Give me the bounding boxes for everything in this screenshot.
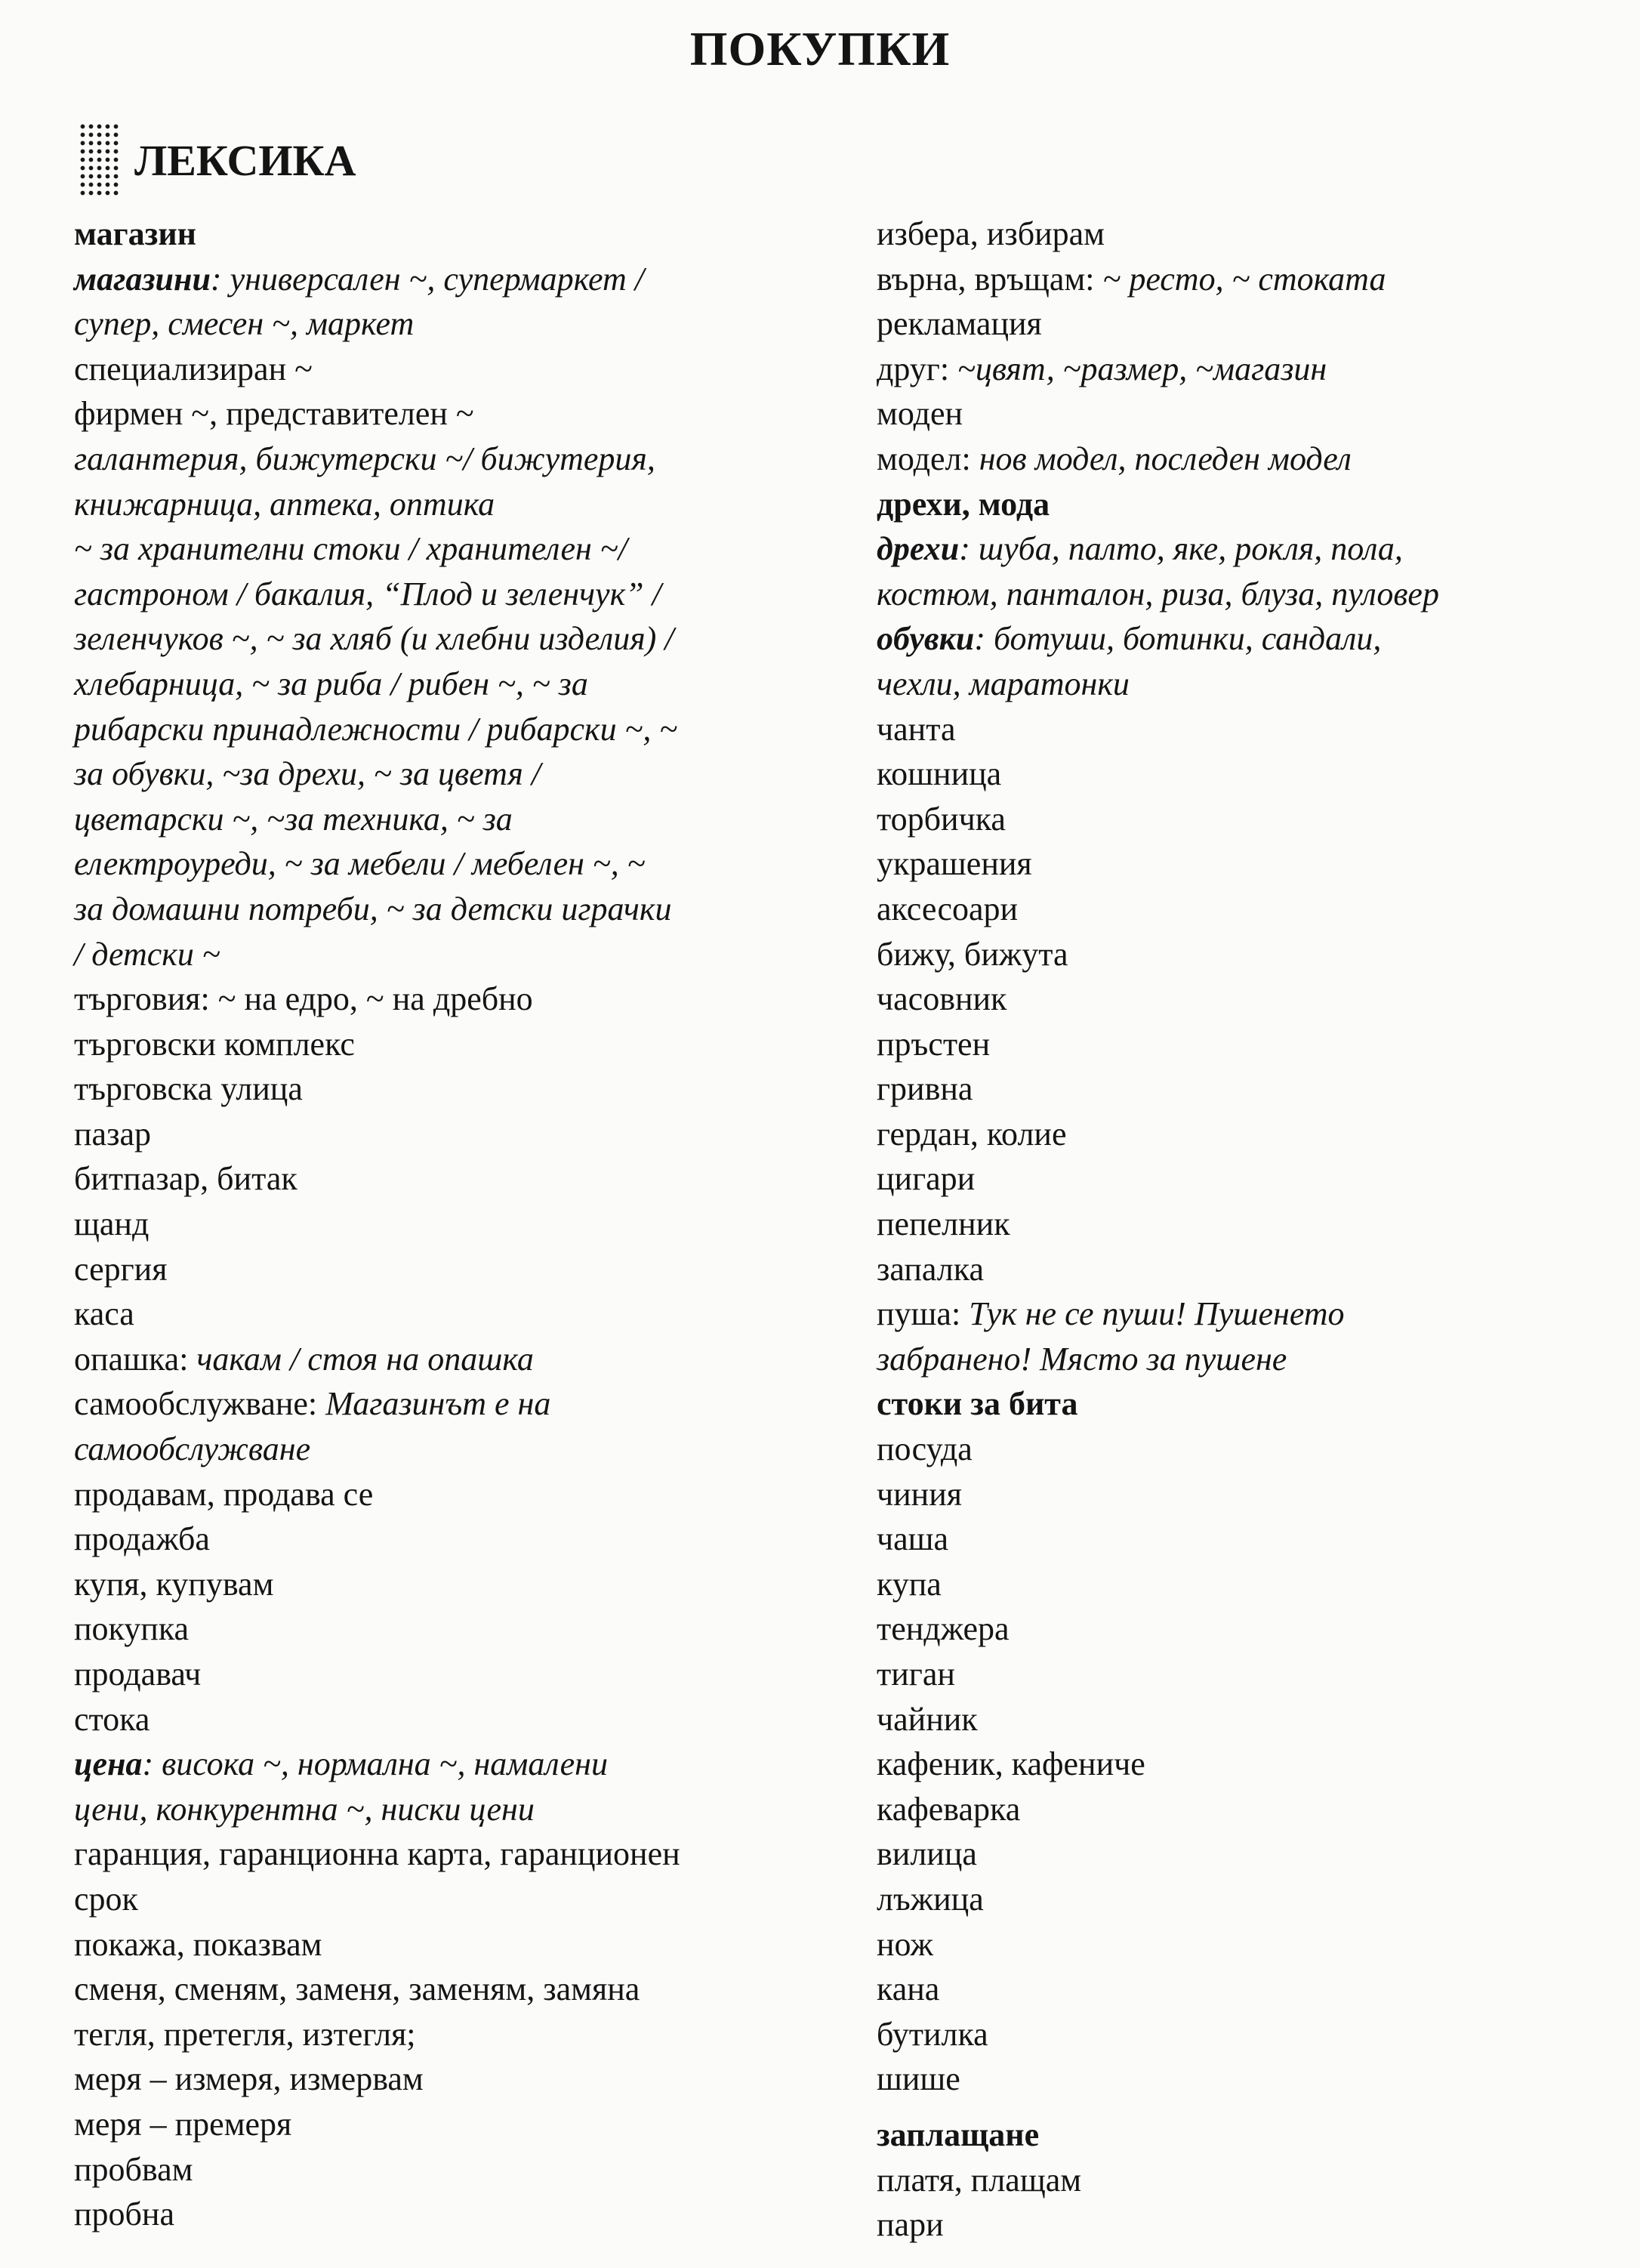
vocab-text: рекламация	[877, 305, 1042, 343]
vocab-text: кафеварка	[877, 1790, 1021, 1828]
vocab-line	[877, 1156, 1632, 1202]
vocab-text: чакам / стоя на опашка	[196, 1340, 534, 1378]
vocab-text: пазар	[74, 1115, 151, 1153]
vocab-line	[877, 1742, 1632, 1787]
vocab-text: модел:	[877, 440, 979, 477]
vocab-text: ~ ресто, ~ стоката	[1102, 260, 1386, 298]
vocab-line	[74, 2102, 829, 2147]
vocab-text: фирмен ~, представителен ~	[74, 395, 474, 433]
vocab-text: пробна	[74, 2195, 175, 2233]
vocab-text: продавач	[74, 1655, 202, 1693]
vocab-line	[877, 1022, 1632, 1067]
vocab-text: гривна	[877, 1070, 973, 1108]
vocab-text: гастроном / бакалия, “Плод и зеленчук” /	[74, 575, 661, 613]
vocab-text: пари	[877, 2206, 944, 2244]
vocab-text: пръстен	[877, 1025, 991, 1063]
page-title: ПОКУПКИ	[689, 22, 951, 76]
vocab-text: украшения	[877, 845, 1032, 883]
vocab-line	[74, 1787, 829, 1832]
vocab-text: торбичка	[877, 800, 1006, 838]
left-column	[74, 211, 829, 2237]
category-heading: магазин	[74, 215, 197, 252]
vocab-line	[74, 1697, 829, 1742]
vocab-line	[74, 616, 829, 662]
vocab-line	[877, 301, 1632, 347]
vocab-text: Тук не се пуши! Пушенето	[969, 1295, 1345, 1333]
vocab-text: пробвам	[74, 2150, 193, 2188]
vocab-line	[877, 2012, 1632, 2057]
vocab-line	[74, 1337, 829, 1382]
vocab-text: магазини	[74, 260, 211, 298]
vocab-line	[74, 482, 829, 527]
vocab-line	[74, 1291, 829, 1337]
vocab-line	[74, 887, 829, 932]
vocab-line	[74, 526, 829, 572]
vocab-line	[74, 2147, 829, 2192]
vocab-text: продавам, продава се	[74, 1475, 374, 1513]
vocab-text: часовник	[877, 980, 1007, 1018]
vocab-line	[74, 1562, 829, 1607]
vocab-line	[74, 1742, 829, 1787]
vocab-text: върна, връщам:	[877, 260, 1103, 298]
vocab-text: : висока ~, нормална ~, намалени	[142, 1745, 608, 1783]
vocab-text: за обувки, ~за дрехи, ~ за цветя /	[74, 755, 541, 793]
vocab-line	[74, 1066, 829, 1112]
vocab-line	[877, 932, 1632, 977]
vocab-text: нож	[877, 1925, 933, 1963]
vocab-text: Магазинът е на	[325, 1385, 551, 1423]
vocab-text: пепелник	[877, 1205, 1010, 1243]
vocab-line	[877, 2158, 1632, 2203]
vocab-line	[877, 526, 1632, 572]
vocab-text: : ботуши, ботинки, сандали,	[974, 620, 1382, 658]
vocab-line	[877, 391, 1632, 437]
vocab-text: бижу, бижута	[877, 935, 1068, 973]
vocab-line	[74, 1606, 829, 1652]
vocab-text: тенджера	[877, 1610, 1010, 1648]
vocab-text: забранено! Място за пушене	[877, 1340, 1287, 1378]
vocab-line	[74, 1922, 829, 1967]
vocab-line	[74, 1831, 829, 1877]
vocab-text: избера, избирам	[877, 215, 1105, 252]
vocab-text: срок	[74, 1880, 138, 1918]
spacer	[877, 2102, 1632, 2112]
dotted-square-icon	[79, 122, 121, 198]
vocab-line	[74, 1427, 829, 1472]
vocab-text: покажа, показвам	[74, 1925, 322, 1963]
vocab-line	[74, 1517, 829, 1562]
vocab-text: купя, купувам	[74, 1565, 274, 1603]
vocab-text: шише	[877, 2060, 960, 2098]
vocab-line	[74, 391, 829, 437]
vocab-line	[74, 1156, 829, 1202]
vocab-text: вилица	[877, 1835, 977, 1873]
vocab-text: супер, смесен ~, маркет	[74, 305, 415, 343]
section-title: ЛЕКСИКА	[134, 135, 356, 185]
vocab-line	[877, 2202, 1632, 2248]
vocab-line	[877, 572, 1632, 617]
vocab-line	[74, 1202, 829, 1247]
vocab-text: търговски комплекс	[74, 1025, 355, 1063]
vocab-line	[877, 707, 1632, 752]
vocab-line	[877, 1877, 1632, 1922]
vocab-text: галантерия, бижутерски ~/ бижутерия,	[74, 440, 655, 477]
vocab-text: самообслужване	[74, 1430, 311, 1468]
vocab-text: купа	[877, 1565, 942, 1603]
category-heading: дрехи, мода	[877, 485, 1050, 523]
vocab-text: хлебарница, ~ за риба / рибен ~, ~ за	[74, 665, 588, 702]
vocab-text: книжарница, аптека, оптика	[74, 485, 495, 523]
vocab-text: цигари	[877, 1160, 976, 1198]
vocab-line	[877, 1291, 1632, 1337]
vocab-text: : шуба, палто, яке, рокля, пола,	[959, 530, 1403, 568]
vocab-line	[74, 437, 829, 482]
vocab-text: тиган	[877, 1655, 955, 1693]
vocab-line	[74, 301, 829, 347]
vocab-line	[74, 2057, 829, 2102]
vocab-line	[877, 1247, 1632, 1292]
vocab-text: зеленчуков ~, ~ за хляб (и хлебни изделия) /	[74, 620, 674, 658]
vocab-line	[877, 257, 1632, 302]
vocab-line	[74, 932, 829, 977]
vocab-line	[877, 482, 1632, 527]
vocab-line	[74, 1472, 829, 1517]
vocab-line	[877, 977, 1632, 1022]
vocab-text: обувки	[877, 620, 975, 658]
vocab-line	[877, 662, 1632, 707]
vocab-line	[74, 662, 829, 707]
vocab-text: гаранция, гаранционна карта, гаранционен	[74, 1835, 680, 1873]
vocab-line	[877, 1112, 1632, 1157]
category-heading: стоки за бита	[877, 1385, 1078, 1423]
vocab-text: нов модел, последен модел	[979, 440, 1352, 477]
vocab-line	[74, 977, 829, 1022]
vocab-line	[877, 1381, 1632, 1427]
vocab-line	[74, 841, 829, 887]
vocab-text: чиния	[877, 1475, 963, 1513]
vocab-text: костюм, панталон, риза, блуза, пуловер	[877, 575, 1439, 613]
vocab-line	[877, 347, 1632, 392]
vocab-text: битпазар, битак	[74, 1160, 297, 1198]
vocab-text: ~цвят, ~размер, ~магазин	[957, 350, 1327, 387]
vocab-text: покупка	[74, 1610, 190, 1648]
vocab-text: моден	[877, 395, 963, 433]
vocab-text: пуша:	[877, 1295, 970, 1333]
vocab-text: ~ за хранителни стоки / хранителен ~/	[74, 530, 627, 568]
vocab-line	[74, 1112, 829, 1157]
vocab-text: бутилка	[877, 2015, 988, 2053]
vocab-line	[877, 1562, 1632, 1607]
vocab-text: цени, конкурентна ~, ниски цени	[74, 1790, 535, 1828]
vocab-line	[74, 572, 829, 617]
vocab-text: цветарски ~, ~за техника, ~ за	[74, 800, 513, 838]
vocab-line	[74, 2012, 829, 2057]
vocab-text: кафеник, кафениче	[877, 1745, 1145, 1783]
vocab-text: / детски ~	[74, 935, 220, 973]
vocab-line	[877, 887, 1632, 932]
vocab-line	[877, 1787, 1632, 1832]
vocab-line	[74, 1247, 829, 1292]
vocab-text: цена	[74, 1745, 143, 1783]
vocab-text: дрехи	[877, 530, 960, 568]
vocab-text: продажба	[74, 1520, 210, 1558]
category-heading: заплащане	[877, 2115, 1040, 2153]
vocab-line	[74, 211, 829, 257]
vocab-text: чанта	[877, 710, 956, 748]
vocab-line	[877, 2112, 1632, 2158]
vocab-text: каса	[74, 1295, 134, 1333]
section-heading	[79, 122, 356, 198]
vocab-text: специализиран ~	[74, 350, 313, 387]
vocab-line	[877, 1472, 1632, 1517]
vocab-text: : универсален ~, супермаркет /	[210, 260, 645, 298]
vocab-text: сменя, сменям, заменя, заменям, замяна	[74, 1970, 640, 2008]
vocab-line	[74, 2192, 829, 2237]
vocab-line	[877, 211, 1632, 257]
vocab-text: запалка	[877, 1250, 984, 1288]
vocab-line	[74, 257, 829, 302]
vocab-text: самообслужване:	[74, 1385, 326, 1423]
vocab-text: тегля, претегля, изтегля;	[74, 2015, 416, 2053]
vocab-line	[877, 1697, 1632, 1742]
vocab-line	[877, 841, 1632, 887]
vocab-line	[877, 1337, 1632, 1382]
vocab-text: кошница	[877, 755, 1002, 793]
vocab-line	[877, 2057, 1632, 2102]
vocab-text: лъжица	[877, 1880, 984, 1918]
vocab-line	[74, 1967, 829, 2012]
vocab-line	[877, 437, 1632, 482]
vocab-text: сергия	[74, 1250, 168, 1288]
vocab-text: платя, плащам	[877, 2161, 1082, 2199]
vocab-line	[74, 1652, 829, 1697]
vocab-line	[877, 1831, 1632, 1877]
vocab-line	[74, 347, 829, 392]
vocab-text: рибарски принадлежности / рибарски ~, ~	[74, 710, 678, 748]
vocab-line	[74, 751, 829, 797]
vocab-text: стока	[74, 1700, 150, 1738]
vocab-text: чехли, маратонки	[877, 665, 1130, 702]
vocab-text: аксесоари	[877, 890, 1019, 927]
vocab-text: търговска улица	[74, 1070, 303, 1108]
vocab-line	[877, 1066, 1632, 1112]
right-column	[877, 211, 1632, 2248]
vocab-line	[877, 1922, 1632, 1967]
vocab-text: търговия: ~ на едро, ~ на дребно	[74, 980, 533, 1018]
vocab-text: меря – премеря	[74, 2105, 292, 2143]
vocab-line	[74, 1381, 829, 1427]
vocab-line	[877, 616, 1632, 662]
vocab-text: меря – измеря, измервам	[74, 2060, 424, 2098]
vocab-text: посуда	[877, 1430, 973, 1468]
vocab-line	[74, 1877, 829, 1922]
vocab-text: за домашни потреби, ~ за детски играчки	[74, 890, 672, 927]
vocab-line	[877, 1427, 1632, 1472]
vocab-text: кана	[877, 1970, 940, 2008]
vocab-line	[877, 1606, 1632, 1652]
vocab-line	[877, 1967, 1632, 2012]
vocab-text: друг:	[877, 350, 958, 387]
vocab-line	[74, 707, 829, 752]
vocab-line	[877, 1517, 1632, 1562]
vocab-text: чаша	[877, 1520, 949, 1558]
vocab-text: чайник	[877, 1700, 978, 1738]
vocab-text: щанд	[74, 1205, 150, 1243]
vocab-line	[877, 1652, 1632, 1697]
vocab-line	[74, 797, 829, 842]
vocab-text: електроуреди, ~ за мебели / мебелен ~, ~	[74, 845, 646, 883]
vocab-text: опашка:	[74, 1340, 197, 1378]
vocab-text: гердан, колие	[877, 1115, 1067, 1153]
vocab-line	[74, 1022, 829, 1067]
vocab-line	[877, 751, 1632, 797]
vocab-line	[877, 1202, 1632, 1247]
vocab-line	[877, 797, 1632, 842]
